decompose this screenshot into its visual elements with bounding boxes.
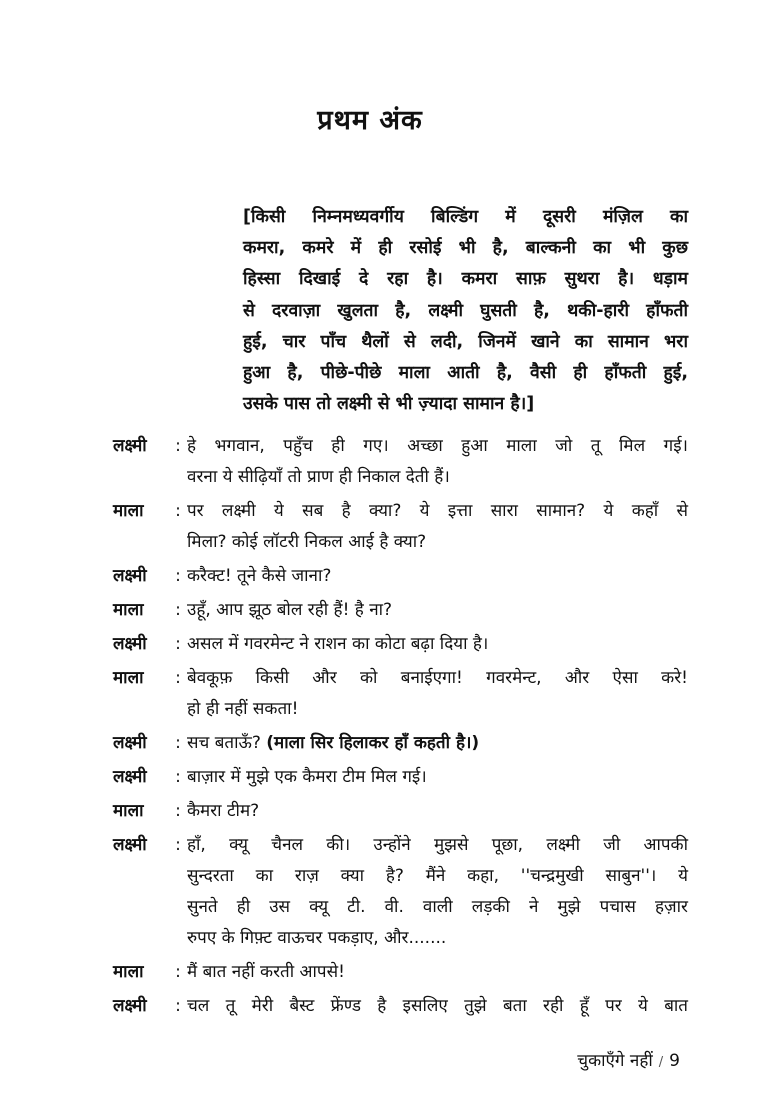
stage-direction-line: से दरवाज़ा खुलता है, लक्ष्मी घुसती है, थकी-हारी हाँफती	[243, 300, 688, 321]
speech-line: सुन्दरता का राज़ क्या है? मैंने कहा, ''चन्द्रमुखी साबुन''। ये	[187, 866, 688, 886]
speaker-colon: :	[175, 566, 181, 586]
speaker-name: लक्ष्मी	[113, 733, 147, 753]
dialogue-list	[113, 431, 688, 1025]
dialogue-entry	[113, 957, 688, 988]
speech-line: करैक्ट! तूने कैसे जाना?	[187, 566, 332, 586]
speaker-name: लक्ष्मी	[113, 436, 147, 456]
speech-line: हे भगवान, पहुँच ही गए। अच्छा हुआ माला जो तू मिल गई।	[187, 436, 688, 456]
speech-fragment: सच बताऊँ?	[187, 733, 261, 753]
page-footer	[577, 1048, 680, 1071]
dialogue-entry	[113, 728, 688, 759]
stage-direction-line: हुई, चार पाँच थैलों से लदी, जिनमें खाने का सामान भरा	[243, 331, 688, 352]
speaker-name: लक्ष्मी	[113, 634, 147, 654]
speaker-name: माला	[113, 600, 144, 620]
dialogue-entry	[113, 830, 688, 954]
speech-line: पर लक्ष्मी ये सब है क्या? ये इत्ता सारा सामान? ये कहाँ से	[187, 501, 688, 521]
running-book-title: चुकाएँगे नहीं	[577, 1051, 653, 1071]
speech-line	[187, 728, 688, 759]
stage-direction-line: कमरा, कमरे में ही रसोई भी है, बाल्कनी का भी कुछ	[243, 238, 688, 259]
speaker-name: लक्ष्मी	[113, 566, 147, 586]
dialogue-entry	[113, 496, 688, 558]
speech-text	[187, 728, 688, 759]
dialogue-entry	[113, 561, 688, 592]
speech-text	[187, 561, 688, 592]
speaker-colon: :	[175, 835, 181, 855]
speech-text	[187, 431, 688, 493]
speech-line: मैं बात नहीं करती आपसे!	[187, 962, 345, 982]
speech-text	[187, 991, 688, 1022]
speaker-colon: :	[175, 767, 181, 787]
speech-line: वरना ये सीढ़ियाँ तो प्राण ही निकाल देती हैं।	[187, 467, 450, 487]
speech-text	[187, 629, 688, 660]
dialogue-entry	[113, 796, 688, 827]
speech-text	[187, 957, 688, 988]
speaker-colon: :	[175, 436, 181, 456]
speech-line: हाँ, क्यू चैनल की। उन्होंने मुझसे पूछा, लक्ष्मी जी आपकी	[187, 835, 688, 855]
speech-text	[187, 496, 688, 558]
dialogue-entry	[113, 762, 688, 793]
speech-line: कैमरा टीम?	[187, 801, 260, 821]
speech-line: चल तू मेरी बैस्ट फ्रेंण्ड है इसलिए तुझे बता रही हूँ पर ये बात	[187, 996, 688, 1016]
speech-line: उहूँ, आप झूठ बोल रही हैं! है ना?	[187, 600, 393, 620]
speaker-colon: :	[175, 962, 181, 982]
speech-text	[187, 663, 688, 725]
dialogue-entry	[113, 629, 688, 660]
speaker-colon: :	[175, 600, 181, 620]
stage-direction-line: उसके पास तो लक्ष्मी से भी ज़्यादा सामान है।]	[243, 394, 535, 415]
speaker-colon: :	[175, 634, 181, 654]
stage-direction	[243, 202, 688, 420]
speech-line: सुनते ही उस क्यू टी. वी. वाली लड़की ने मुझे पचास हज़ार	[187, 897, 688, 917]
speaker-name: लक्ष्मी	[113, 996, 147, 1016]
speaker-colon: :	[175, 501, 181, 521]
speaker-name: माला	[113, 801, 144, 821]
dialogue-entry	[113, 663, 688, 725]
speech-text	[187, 796, 688, 827]
speaker-name: लक्ष्मी	[113, 835, 147, 855]
speaker-colon: :	[175, 801, 181, 821]
stage-direction-line: हुआ है, पीछे-पीछे माला आती है, वैसी ही हाँफती हुई,	[243, 363, 688, 384]
speaker-colon: :	[175, 668, 181, 688]
stage-direction-line: हिस्सा दिखाई दे रहा है। कमरा साफ़ सुथरा है। धड़ाम	[243, 269, 688, 290]
speech-text	[187, 762, 688, 793]
speaker-name: माला	[113, 501, 144, 521]
speech-line: बाज़ार में मुझे एक कैमरा टीम मिल गई।	[187, 767, 427, 787]
footer-separator: /	[658, 1055, 664, 1070]
speech-text	[187, 830, 688, 954]
speaker-colon: :	[175, 733, 181, 753]
speech-line: हो ही नहीं सकता!	[187, 699, 299, 719]
speaker-name: माला	[113, 668, 144, 688]
speech-line: बेवकूफ़ किसी और को बनाईएगा! गवरमेन्ट, और ऐसा करे!	[187, 668, 688, 688]
speech-line: रुपए के गिफ़्ट वाऊचर पकड़ाए, और.......	[187, 928, 447, 948]
stage-direction-line: [किसी निम्नमध्यवर्गीय बिल्डिंग में दूसरी मंज़िल का	[243, 207, 688, 227]
page-number: 9	[669, 1051, 680, 1071]
speech-line: मिला? कोई लॉटरी निकल आई है क्या?	[187, 532, 427, 552]
speech-text	[187, 595, 688, 626]
dialogue-entry	[113, 431, 688, 493]
speech-line: असल में गवरमेन्ट ने राशन का कोटा बढ़ा दिया है।	[187, 634, 489, 654]
page-title: प्रथम अंक	[317, 105, 423, 136]
inline-stage-direction: (माला सिर हिलाकर हाँ कहती है।)	[266, 733, 480, 753]
speaker-name: लक्ष्मी	[113, 767, 147, 787]
speaker-colon: :	[175, 996, 181, 1016]
dialogue-entry	[113, 595, 688, 626]
speaker-name: माला	[113, 962, 144, 982]
dialogue-entry	[113, 991, 688, 1022]
